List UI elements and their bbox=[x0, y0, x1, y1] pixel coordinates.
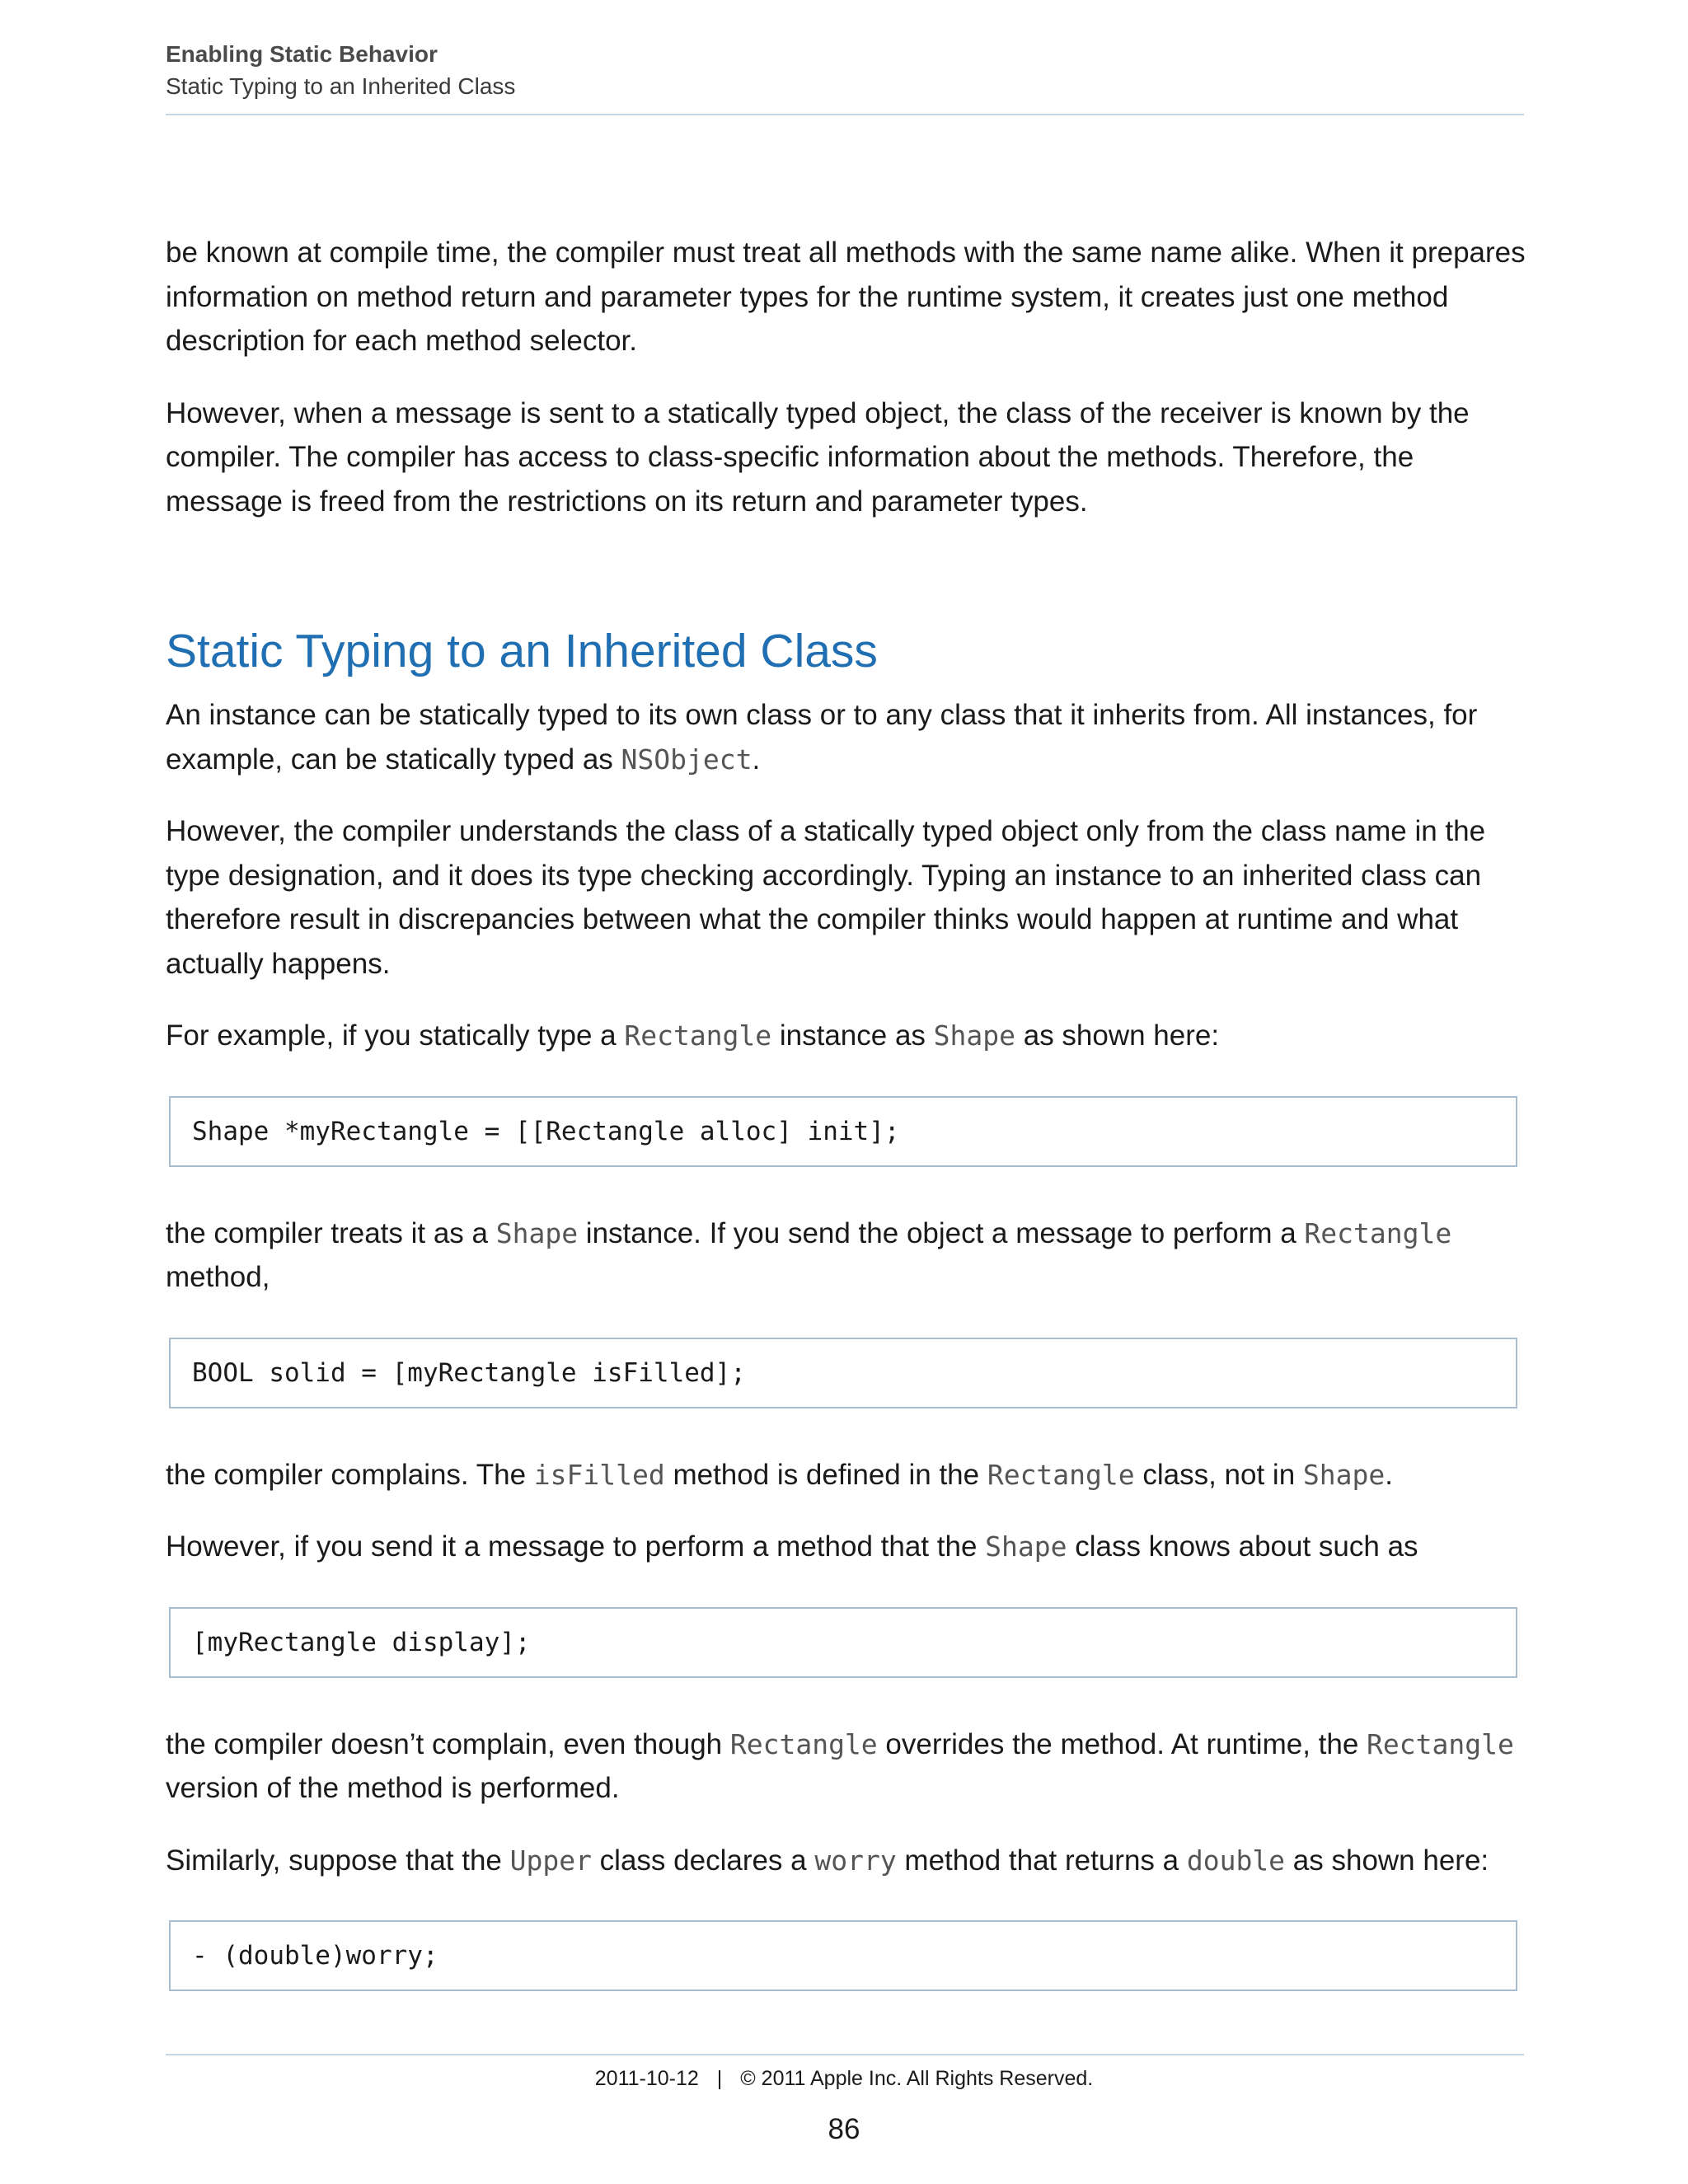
page-number: 86 bbox=[828, 2113, 860, 2145]
intro-paragraph-2: However, when a message is sent to a statically typed object, the class of the receiver is known by the compiler. The compiler has access to class-specific information about the methods. Therefore, the message is freed from the restrictions on its return and parameter types. bbox=[166, 396, 1470, 518]
inline-code: Rectangle bbox=[1367, 1727, 1514, 1760]
inline-code: Rectangle bbox=[624, 1019, 772, 1052]
footer bbox=[0, 2067, 1688, 2091]
header-section-title: Static Typing to an Inherited Class bbox=[166, 73, 516, 99]
footer-divider bbox=[166, 2054, 1524, 2055]
inline-code: Upper bbox=[509, 1844, 592, 1877]
inline-code: worry bbox=[814, 1844, 897, 1877]
header-divider bbox=[166, 114, 1524, 115]
section-paragraph-3: For example, if you statically type a Rectangle instance as Shape as shown here: bbox=[166, 1019, 1220, 1052]
inline-code: Rectangle bbox=[729, 1727, 878, 1760]
inline-code: NSObject bbox=[621, 743, 753, 776]
footer-copyright: © 2011 Apple Inc. All Rights Reserved. bbox=[740, 2067, 1094, 2090]
code-listing-2: BOOL solid = [myRectangle isFilled]; bbox=[169, 1338, 1517, 1408]
inline-code: Rectangle bbox=[987, 1458, 1135, 1491]
section-paragraph-7: the compiler doesn’t complain, even though Rectangle overrides the method. At runtime, the Rectangle version of the method is performed. bbox=[166, 1727, 1514, 1804]
section-paragraph-8: Similarly, suppose that the Upper class declares a worry method that returns a double as shown here: bbox=[166, 1844, 1489, 1877]
inline-code: Shape bbox=[495, 1216, 579, 1249]
code-listing-4: - (double)worry; bbox=[169, 1920, 1517, 1991]
code-listing-1: Shape *myRectangle = [[Rectangle alloc] init]; bbox=[169, 1096, 1517, 1167]
section-paragraph-4: the compiler treats it as a Shape instance. If you send the object a message to perform a Rectangle method, bbox=[166, 1216, 1452, 1293]
inline-code: Shape bbox=[985, 1530, 1067, 1563]
section-paragraph-5: the compiler complains. The isFilled method is defined in the Rectangle class, not in Shape. bbox=[166, 1458, 1393, 1491]
section-paragraph-1: An instance can be statically typed to its own class or to any class that it inherits from. All instances, for example, can be statically typed as NSObject. bbox=[166, 699, 1478, 776]
section-heading: Static Typing to an Inherited Class bbox=[166, 625, 878, 677]
inline-code: Shape bbox=[933, 1019, 1015, 1052]
page-content bbox=[166, 231, 1526, 2036]
inline-code: double bbox=[1186, 1844, 1286, 1877]
code-listing-3: [myRectangle display]; bbox=[169, 1607, 1517, 1678]
inline-code: isFilled bbox=[533, 1458, 665, 1491]
section-paragraph-6: However, if you send it a message to perform a method that the Shape class knows about such as bbox=[166, 1530, 1418, 1563]
running-header bbox=[166, 40, 1524, 104]
intro-paragraph-1: be known at compile time, the compiler must treat all methods with the same name alike. When it prepares information on method return and parameter types for the runtime system, it creates just one method description for each method selector. bbox=[166, 237, 1526, 357]
inline-code: Rectangle bbox=[1304, 1216, 1452, 1249]
footer-separator: | bbox=[716, 2067, 723, 2090]
inline-code: Shape bbox=[1302, 1458, 1386, 1491]
section-paragraph-2: However, the compiler understands the class of a statically typed object only from the class name in the type designation, and it does its type checking accordingly. Typing an instance to an inherited class can therefore result in discrepancies between what the compiler thinks would happen at runtime and what actually happens. bbox=[166, 815, 1486, 980]
header-chapter-title: Enabling Static Behavior bbox=[166, 41, 438, 67]
footer-date: 2011-10-12 bbox=[594, 2067, 699, 2090]
